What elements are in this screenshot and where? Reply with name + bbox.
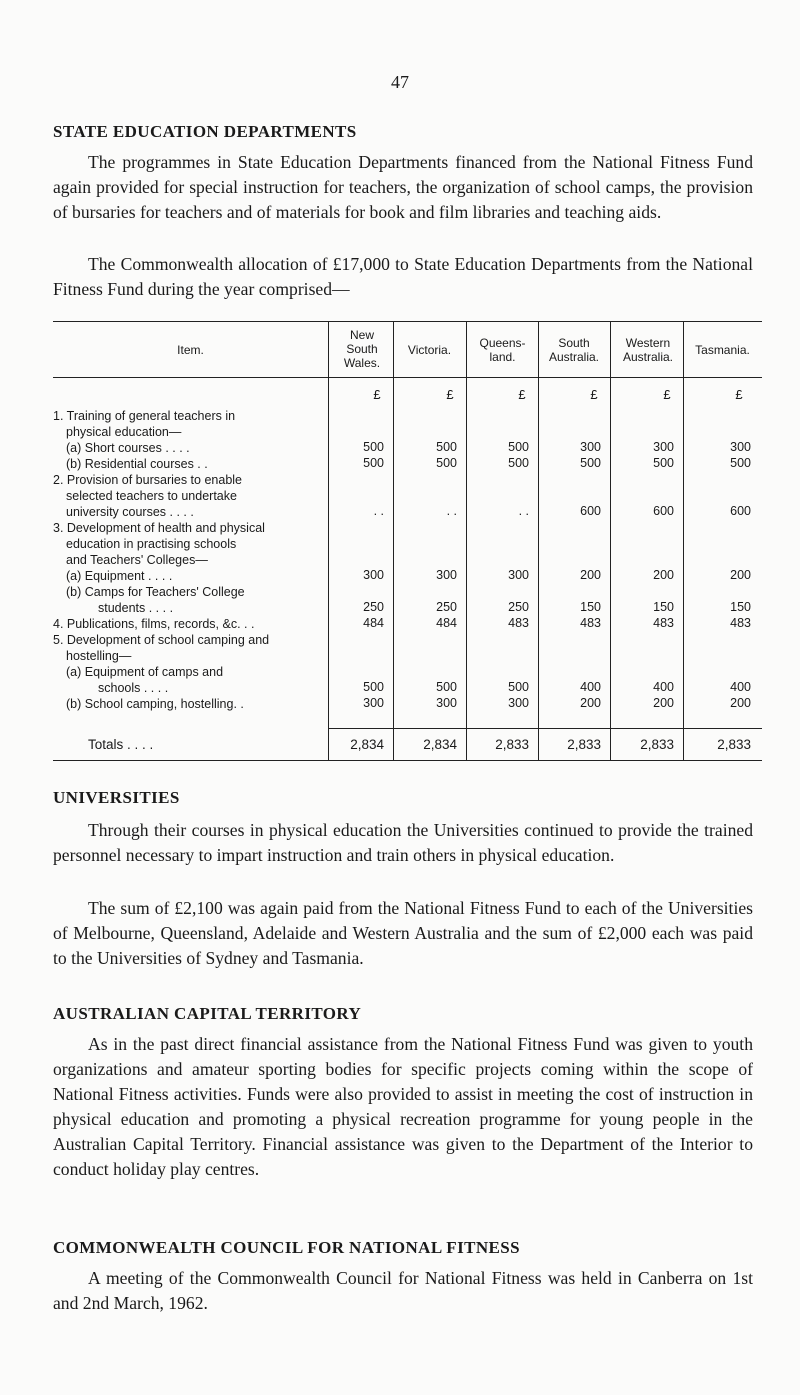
row-label: 5. Development of school camping and <box>53 633 270 647</box>
row-label: university courses . . . . <box>66 505 194 519</box>
row-label: 1. Training of general teachers in <box>53 409 236 423</box>
table-cell-short-courses: 300 <box>580 440 601 454</box>
row-label: 4. Publications, films, records, &c. . . <box>53 617 255 631</box>
table-cell-camps-students: 250 <box>363 600 384 614</box>
currency-queensland: £ <box>518 387 526 402</box>
table-cell-bursaries: . . <box>518 504 529 518</box>
table-cell-camps-students: 150 <box>653 600 674 614</box>
section-heading-state-education: STATE EDUCATION DEPARTMENTS <box>53 122 357 141</box>
table-cell-totals: 2,833 <box>717 737 751 752</box>
table-cell-publications: 484 <box>363 616 384 630</box>
row-label: (b) School camping, hostelling. . <box>66 697 244 711</box>
table-cell-totals: 2,834 <box>350 737 384 752</box>
col-header-item: Item. <box>177 343 204 357</box>
row-label: physical education— <box>66 425 182 439</box>
table-cell-equipment: 300 <box>363 568 384 582</box>
table-cell-totals: 2,833 <box>640 737 674 752</box>
row-label: 3. Development of health and physical <box>53 521 265 535</box>
table-cell-short-courses: 300 <box>653 440 674 454</box>
table-cell-equipment: 300 <box>436 568 457 582</box>
table-cell-residential: 500 <box>730 456 751 470</box>
table-cell-publications: 483 <box>730 616 751 630</box>
table-cell-residential: 500 <box>436 456 457 470</box>
row-label: schools . . . . <box>98 681 169 695</box>
table-cell-equip-camps: 400 <box>653 680 674 694</box>
table-cell-camps-students: 250 <box>436 600 457 614</box>
currency-nsw: £ <box>373 387 381 402</box>
table-cell-short-courses: 500 <box>436 440 457 454</box>
allocation-table <box>53 321 762 761</box>
table-cell-equipment: 300 <box>508 568 529 582</box>
currency-western-australia: £ <box>663 387 671 402</box>
universities-paragraph-2: The sum of £2,100 was again paid from the National Fitness Fund to each of the Universities of Melbourne, Queensland, Adelaide and Western Australia and the sum of £2,000 each was paid to the Universities of Sydney and Tasmania. <box>53 898 753 968</box>
table-cell-totals: 2,833 <box>567 737 601 752</box>
row-label: and Teachers' Colleges— <box>66 553 208 567</box>
table-cell-publications: 483 <box>508 616 529 630</box>
row-label: hostelling— <box>66 649 132 663</box>
col-header-queensland: Queens-land. <box>479 336 526 364</box>
table-cell-equip-camps: 400 <box>730 680 751 694</box>
currency-victoria: £ <box>446 387 454 402</box>
table-cell-equip-camps: 500 <box>436 680 457 694</box>
table-cell-camping-hostelling: 200 <box>730 696 751 710</box>
table-top-rule <box>53 321 762 322</box>
row-label: 2. Provision of bursaries to enable <box>53 473 242 487</box>
table-cell-equipment: 200 <box>730 568 751 582</box>
col-header-victoria: Victoria. <box>407 343 452 357</box>
state-education-paragraph-1: The programmes in State Education Departments financed from the National Fitness Fund again provided for special instruction for teachers, the organization of school camps, the provision of bursaries for teachers and of materials for book and film libraries and teaching aids. <box>53 152 753 222</box>
table-cell-camps-students: 250 <box>508 600 529 614</box>
table-cell-bursaries: 600 <box>730 504 751 518</box>
table-cell-bursaries: 600 <box>580 504 601 518</box>
table-cell-bursaries: 600 <box>653 504 674 518</box>
table-cell-residential: 500 <box>363 456 384 470</box>
row-label: (b) Residential courses . . <box>66 457 208 471</box>
table-cell-residential: 500 <box>653 456 674 470</box>
row-label: (a) Short courses . . . . <box>66 441 190 455</box>
section-heading-council: COMMONWEALTH COUNCIL FOR NATIONAL FITNESS <box>53 1238 520 1257</box>
row-label: (a) Equipment . . . . <box>66 569 173 583</box>
table-cell-equipment: 200 <box>653 568 674 582</box>
table-cell-residential: 500 <box>508 456 529 470</box>
table-cell-totals: 2,834 <box>423 737 457 752</box>
col-header-tasmania: Tasmania. <box>695 343 750 357</box>
col-header-south-australia: South Australia. <box>548 336 600 364</box>
row-label-totals: Totals . . . . <box>88 737 154 752</box>
table-cell-camping-hostelling: 200 <box>653 696 674 710</box>
table-cell-camps-students: 150 <box>580 600 601 614</box>
table-cell-camping-hostelling: 200 <box>580 696 601 710</box>
page-number: 47 <box>391 72 409 92</box>
table-cell-short-courses: 500 <box>363 440 384 454</box>
universities-paragraph-1: Through their courses in physical education the Universities continued to provide the trained personnel necessary to impart instruction and train others in physical education. <box>53 820 753 865</box>
col-header-nsw: New South Wales. <box>343 328 381 370</box>
table-cell-publications: 483 <box>580 616 601 630</box>
currency-south-australia: £ <box>590 387 598 402</box>
col-header-western-australia: Western Australia. <box>622 336 674 364</box>
table-cell-camping-hostelling: 300 <box>508 696 529 710</box>
act-paragraph-1: As in the past direct financial assistance from the National Fitness Fund was given to youth organizations and amateur sporting bodies for specific projects coming within the scope of National Fitness activities. Funds were also provided to assist in meeting the cost of instruction in physical education and promoting a physical recreation programme for young people in the Australian Capital Territory. Financial assistance was given to the Department of the Interior to conduct holiday play centres. <box>53 1034 753 1179</box>
table-cell-short-courses: 500 <box>508 440 529 454</box>
table-header-rule <box>53 377 762 378</box>
table-cell-camping-hostelling: 300 <box>363 696 384 710</box>
table-cell-equip-camps: 500 <box>508 680 529 694</box>
table-cell-equip-camps: 500 <box>363 680 384 694</box>
table-cell-equipment: 200 <box>580 568 601 582</box>
table-cell-publications: 483 <box>653 616 674 630</box>
row-label: (b) Camps for Teachers' College <box>66 585 245 599</box>
table-cell-bursaries: . . <box>373 504 384 518</box>
section-heading-act: AUSTRALIAN CAPITAL TERRITORY <box>53 1004 362 1023</box>
row-label: selected teachers to undertake <box>66 489 237 503</box>
state-education-paragraph-2: The Commonwealth allocation of £17,000 to State Education Departments from the National Fitness Fund during the year comprised— <box>53 254 753 299</box>
section-heading-universities: UNIVERSITIES <box>53 788 180 807</box>
table-cell-residential: 500 <box>580 456 601 470</box>
currency-tasmania: £ <box>735 387 743 402</box>
council-paragraph-1: A meeting of the Commonwealth Council for National Fitness was held in Canberra on 1st and 2nd March, 1962. <box>53 1268 753 1313</box>
row-label: students . . . . <box>98 601 174 615</box>
row-label: education in practising schools <box>66 537 237 551</box>
table-cell-equip-camps: 400 <box>580 680 601 694</box>
table-cell-short-courses: 300 <box>730 440 751 454</box>
table-cell-bursaries: . . <box>446 504 457 518</box>
table-cell-publications: 484 <box>436 616 457 630</box>
table-cell-totals: 2,833 <box>495 737 529 752</box>
table-cell-camping-hostelling: 300 <box>436 696 457 710</box>
row-label: (a) Equipment of camps and <box>66 665 224 679</box>
table-bottom-rule <box>53 760 762 761</box>
table-cell-camps-students: 150 <box>730 600 751 614</box>
